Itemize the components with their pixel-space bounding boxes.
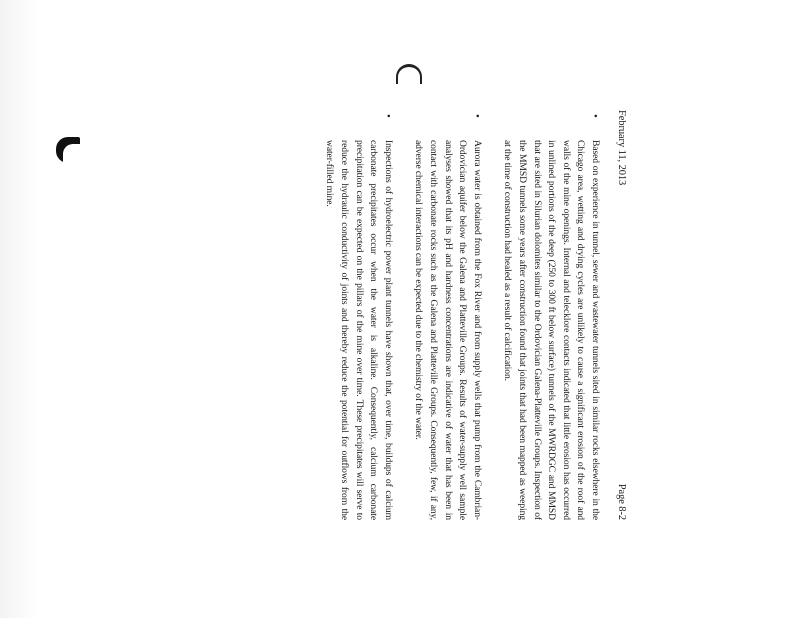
scan-margin bbox=[0, 0, 38, 618]
punch-hole-top bbox=[396, 64, 422, 84]
punch-hole-left bbox=[56, 137, 80, 163]
page-header bbox=[614, 110, 628, 520]
bullet-paragraph: Aurora water is obtained from the Fox River and from supply wells that pump from the Cambrian-Ordovician aquifer below the Galena and Platteville Groups. Results of water-supply well sample analyses showed that its pH and hardness concentrations are indicative of water that has been in contact with carbonate rocks such as the Galena and Platteville Groups. Consequently, few, if any, adverse chemical interactions can be expected due to the chemistry of the water. bbox=[413, 140, 483, 520]
bullet-paragraph: Based on experience in tunnel, sewer and wastewater tunnels sited in similar rocks elsewhere in the Chicago area, wetting and drying cycles are unlikely to cause a significant erosion of the roof and walls of the mine openings. Internal and telecklore contacts indicated that little erosion has occurred in unlined portions of the deep (250 to 300 ft below surface) tunnels of the MWRDGC and MMSD that are sited in Silurian dolomites similar to the Ordovician Galena-Platteville Groups. Inspection of the MMSD tunnels some years after construction found that joints that had been mapped as weeping at the time of construction had healed as a result of calcification. bbox=[502, 140, 601, 520]
list-item bbox=[322, 110, 395, 520]
list-item bbox=[411, 110, 484, 520]
bullet-icon: • bbox=[470, 114, 483, 118]
rotated-page-content bbox=[250, 110, 630, 520]
header-page-number: Page 8-2 bbox=[616, 483, 627, 520]
bullet-paragraph: Inspections of hydroelectric power plant tunnels have shown that, over time, buildups of calcium carbonate precipitates occur when the water is alkaline. Consequently, calcium carbonate precipitation can be expected on the pillars of the mine over time. These precipitates will serve to reduce the hydraulic conductivity of joints and thereby reduce the potential for outflows from the water-filled mine. bbox=[324, 140, 394, 520]
header-date: February 11, 2013 bbox=[616, 110, 627, 186]
list-item bbox=[500, 110, 602, 520]
bullet-icon: • bbox=[589, 114, 601, 118]
bullet-list bbox=[322, 110, 602, 520]
bullet-icon: • bbox=[381, 114, 394, 118]
document-page bbox=[250, 110, 630, 520]
